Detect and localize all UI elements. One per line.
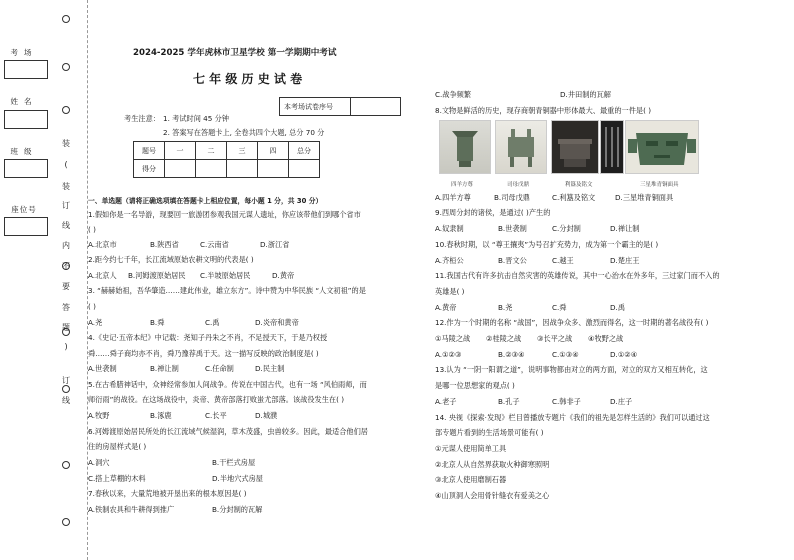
exam-title: 2024-2025 学年虎林市卫星学校 第一学期期中考试	[133, 48, 337, 58]
exam-room-field[interactable]	[4, 60, 48, 79]
q11-option-c: C.舜	[552, 303, 567, 312]
photo-caption: 四羊方尊	[451, 182, 474, 188]
q3-option-a: A.尧	[88, 318, 103, 327]
q12-item-3: ③长平之战	[537, 334, 573, 343]
binding-notice-char: 线	[62, 396, 70, 405]
bronze-mask-icon	[626, 121, 698, 173]
q7-option-d: D.井田制的瓦解	[560, 90, 611, 99]
notice-line-1: 1. 考试时间 45 分钟	[163, 114, 229, 123]
score-table-header-cell: 二	[196, 142, 227, 160]
binding-notice-char: 题	[62, 323, 70, 332]
binding-notice-char: 不	[62, 262, 70, 271]
q1-option-b: B.陕西省	[150, 240, 179, 249]
class-field[interactable]	[4, 159, 48, 178]
q12-option-c: C.①③④	[552, 350, 579, 359]
question-5-tail: 师衍雨”的战役。在这场战役中，炎帝、黄帝部落打败蚩尤部落。该战役发生在( )	[88, 395, 344, 404]
q6-option-d: D.半地穴式房屋	[212, 474, 263, 483]
q6-option-a: A.洞穴	[88, 458, 110, 467]
q1-option-d: D.浙江省	[260, 240, 290, 249]
q9-option-d: D.禅让制	[610, 224, 640, 233]
q12-option-d: D.①②④	[610, 350, 638, 359]
score-table	[133, 141, 320, 178]
question-4-tail: 舜……舜子商均亦不肖，舜乃豫荐禹于天。这一描写反映的政治制度是( )	[88, 349, 319, 358]
q6-option-b: B.干栏式房屋	[212, 458, 256, 467]
photo-caption: 利簋及铭文	[565, 182, 593, 188]
score-table-header-cell: 四	[258, 142, 289, 160]
question-14: 14. 央视《探索·发现》栏目曾播放专题片《我们的祖先是怎样生活的》我们可以通过这	[435, 413, 710, 422]
binding-notice-char: )	[64, 342, 68, 351]
question-13-tail: 是哪一位思想家的观点( )	[435, 381, 515, 390]
question-6: 6.河姆渡原始居民所处的长江流域气候湿润，草木茂盛，虫兽较多。因此，最适合他们居	[88, 427, 368, 436]
section-one-title: 一、单选题（请将正确选项填在答题卡上相应位置，每小题 1 分，共 30 分）	[88, 197, 323, 205]
question-3-tail: ( )	[88, 302, 96, 311]
question-3: 3. “赫赫始祖，吾华肇造……建此伟业，雄立东方”。诗中赞为中华民族 “人文初祖”的是	[88, 286, 366, 295]
seat-number-field[interactable]	[4, 217, 48, 236]
q10-option-c: C.越王	[552, 256, 574, 265]
q5-option-d: D.城濮	[255, 411, 278, 420]
q8-option-a: A.四羊方尊	[435, 193, 471, 202]
q9-option-b: B.世袭制	[498, 224, 527, 233]
bronze-vessel-icon	[440, 121, 490, 173]
question-2: 2.距今约七千年，长江流域原始农耕文明的代表是( )	[88, 255, 254, 264]
binding-notice-char: 订	[62, 201, 70, 210]
question-1-tail: ( )	[88, 225, 96, 234]
binding-hole	[62, 63, 70, 71]
q12-item-2: ②桂陵之战	[486, 334, 522, 343]
q14-item-2: ②北京人从自然界获取火种御寒照明	[435, 460, 550, 469]
binding-notice-char: 装	[62, 139, 70, 148]
question-11-tail: 英雄是( )	[435, 287, 465, 296]
question-7: 7.春秋以来，大量荒地被开垦出来的根本原因是( )	[88, 489, 247, 498]
q13-option-d: D.庄子	[610, 397, 633, 406]
binding-notice-char: 装	[62, 182, 70, 191]
paper-serial-box	[279, 97, 401, 116]
binding-notice-char: 订	[62, 376, 70, 385]
binding-notice-char: 线	[62, 221, 70, 230]
q14-item-4: ④山顶洞人会用骨针缝衣有爱美之心	[435, 491, 550, 500]
q2-option-d: D.黄帝	[272, 271, 295, 280]
q13-option-b: B.孔子	[498, 397, 520, 406]
q13-option-a: A.老子	[435, 397, 457, 406]
question-5: 5.在古希腊神话中，众神经常参加人间战争。传说在中国古代，也有一场 “风伯雨师，而	[88, 380, 367, 389]
q1-option-c: C.云南省	[200, 240, 229, 249]
question-11: 11.我国古代有许多抗击自然灾害的英雄传说，其中一心治水在外多年，三过家门而不入的	[435, 271, 720, 280]
score-table-header-cell: 题号	[134, 142, 165, 160]
paper-serial-label: 本考场试卷序号	[284, 103, 333, 111]
q11-option-a: A.黄帝	[435, 303, 457, 312]
inscription-icon	[601, 121, 623, 173]
q5-option-c: C.长平	[205, 411, 227, 420]
question-1: 1.假如你是一名导游，现要回一旅游团参观我国元谋人遗址，你应该带他们到哪个省市	[88, 210, 361, 219]
ligui-vessel-icon	[552, 121, 598, 173]
binding-hole	[62, 461, 70, 469]
name-field[interactable]	[4, 110, 48, 129]
photo-caption: 司母戊鼎	[507, 182, 530, 188]
q6-option-c: C.搭上草棚的木料	[88, 474, 146, 483]
q7-option-b: B.分封制的瓦解	[212, 505, 263, 514]
q12-option-a: A.①②③	[435, 350, 462, 359]
q8-option-d: D.三星堆青铜面具	[615, 193, 674, 202]
q8-option-b: B.司母戊鼎	[494, 193, 530, 202]
q10-option-a: A.齐桓公	[435, 256, 464, 265]
q4-option-c: C.任命制	[205, 364, 234, 373]
artifact-photo-ligui-inscription	[600, 120, 624, 174]
binding-hole	[62, 518, 70, 526]
notice-line-2: 2. 答案写在答题卡上, 全卷共四个大题, 总分 70 分	[163, 128, 325, 137]
seat-number-label: 座位号	[11, 205, 37, 214]
class-label: 班级	[10, 147, 38, 156]
question-13: 13.认为 “一阴一阳谓之道”，说明事物都由对立的两方面，对立的双方又相互转化，这	[435, 365, 708, 374]
q4-option-b: B.禅让制	[150, 364, 179, 373]
photo-caption: 三星堆青铜面具	[640, 182, 679, 188]
q9-option-a: A.奴隶制	[435, 224, 464, 233]
q5-option-b: B.涿鹿	[150, 411, 172, 420]
q9-option-c: C.分封制	[552, 224, 581, 233]
question-4: 4.《史记·五帝本纪》中记载：尧知子丹朱之不肖，不足授天下，于是乃权授	[88, 333, 328, 342]
binding-notice-char: (	[64, 160, 68, 169]
score-cell[interactable]	[165, 160, 196, 178]
score-cell[interactable]	[227, 160, 258, 178]
q12-item-1: ①马陵之战	[435, 334, 471, 343]
artifact-photo-simuwu-ding	[495, 120, 547, 174]
exam-room-label: 考场	[10, 48, 38, 57]
q8-option-c: C.利簋及铭文	[552, 193, 596, 202]
binding-hole	[62, 15, 70, 23]
q3-option-c: C.禹	[205, 318, 220, 327]
question-9: 9.西周分封的诸侯，是通过( )产生的	[435, 208, 551, 217]
question-6-tail: 住的房屋样式是( )	[88, 442, 147, 451]
score-table-header-cell: 一	[165, 142, 196, 160]
question-12: 12.作为一个时期的名称 “战国”，因战争众多、激烈而得名，这一时期的著名战役有( )	[435, 318, 709, 327]
q3-option-d: D.炎帝和黄帝	[255, 318, 299, 327]
q2-option-a: A.北京人	[88, 271, 117, 280]
ding-cauldron-icon	[496, 121, 546, 173]
binding-hole	[62, 106, 70, 114]
score-cell[interactable]	[289, 160, 320, 178]
question-14-tail: 部专题片看到的生活场景可能有( )	[435, 428, 544, 437]
score-table-header-cell: 总分	[289, 142, 320, 160]
q14-item-1: ①元谋人使用简单工具	[435, 444, 507, 453]
q7-option-a: A.铁制农具和牛耕得到推广	[88, 505, 175, 514]
artifact-photo-sanxingdui-mask	[625, 120, 699, 174]
binding-notice-char: 内	[62, 241, 70, 250]
question-10: 10.春秋时期，以 “尊王攘夷”为号召扩充势力，成为第一个霸主的是( )	[435, 240, 659, 249]
score-row-label: 得分	[134, 160, 165, 178]
artifact-photo-siyang-fangzun	[439, 120, 491, 174]
name-label: 姓名	[10, 97, 38, 106]
q4-option-d: D.民主制	[255, 364, 285, 373]
q13-option-c: C.韩非子	[552, 397, 581, 406]
binding-notice-char: 答	[62, 303, 70, 312]
notice-label: 考生注意：	[124, 114, 160, 123]
q5-option-a: A.牧野	[88, 411, 110, 420]
exam-subtitle: 七 年 级 历 史 试 卷	[193, 72, 303, 86]
q11-option-b: B.尧	[498, 303, 513, 312]
q4-option-a: A.世袭制	[88, 364, 117, 373]
q2-option-c: C.半坡原始居民	[200, 271, 251, 280]
score-cell[interactable]	[196, 160, 227, 178]
score-table-header-row	[134, 142, 320, 160]
score-table-score-row	[134, 160, 320, 178]
q10-option-d: D.楚庄王	[610, 256, 640, 265]
q2-option-b: B.河姆渡原始居民	[128, 271, 186, 280]
q3-option-b: B.舜	[150, 318, 165, 327]
q10-option-b: B.晋文公	[498, 256, 527, 265]
paper-serial-field[interactable]	[350, 98, 401, 115]
q1-option-a: A.北京市	[88, 240, 117, 249]
q12-option-b: B.②③④	[498, 350, 525, 359]
score-cell[interactable]	[258, 160, 289, 178]
q7-option-c: C.战争频繁	[435, 90, 472, 99]
binding-notice-char: 要	[62, 282, 70, 291]
question-8: 8.文物是鲜活的历史，现存商朝青铜器中形体最大、最重的一件是( )	[435, 106, 652, 115]
q12-item-4: ④牧野之战	[588, 334, 624, 343]
binding-hole	[62, 385, 70, 393]
q14-item-3: ③北京人使用磨制石器	[435, 475, 507, 484]
score-table-header-cell: 三	[227, 142, 258, 160]
q11-option-d: D.禹	[610, 303, 626, 312]
artifact-photo-ligui	[551, 120, 599, 174]
